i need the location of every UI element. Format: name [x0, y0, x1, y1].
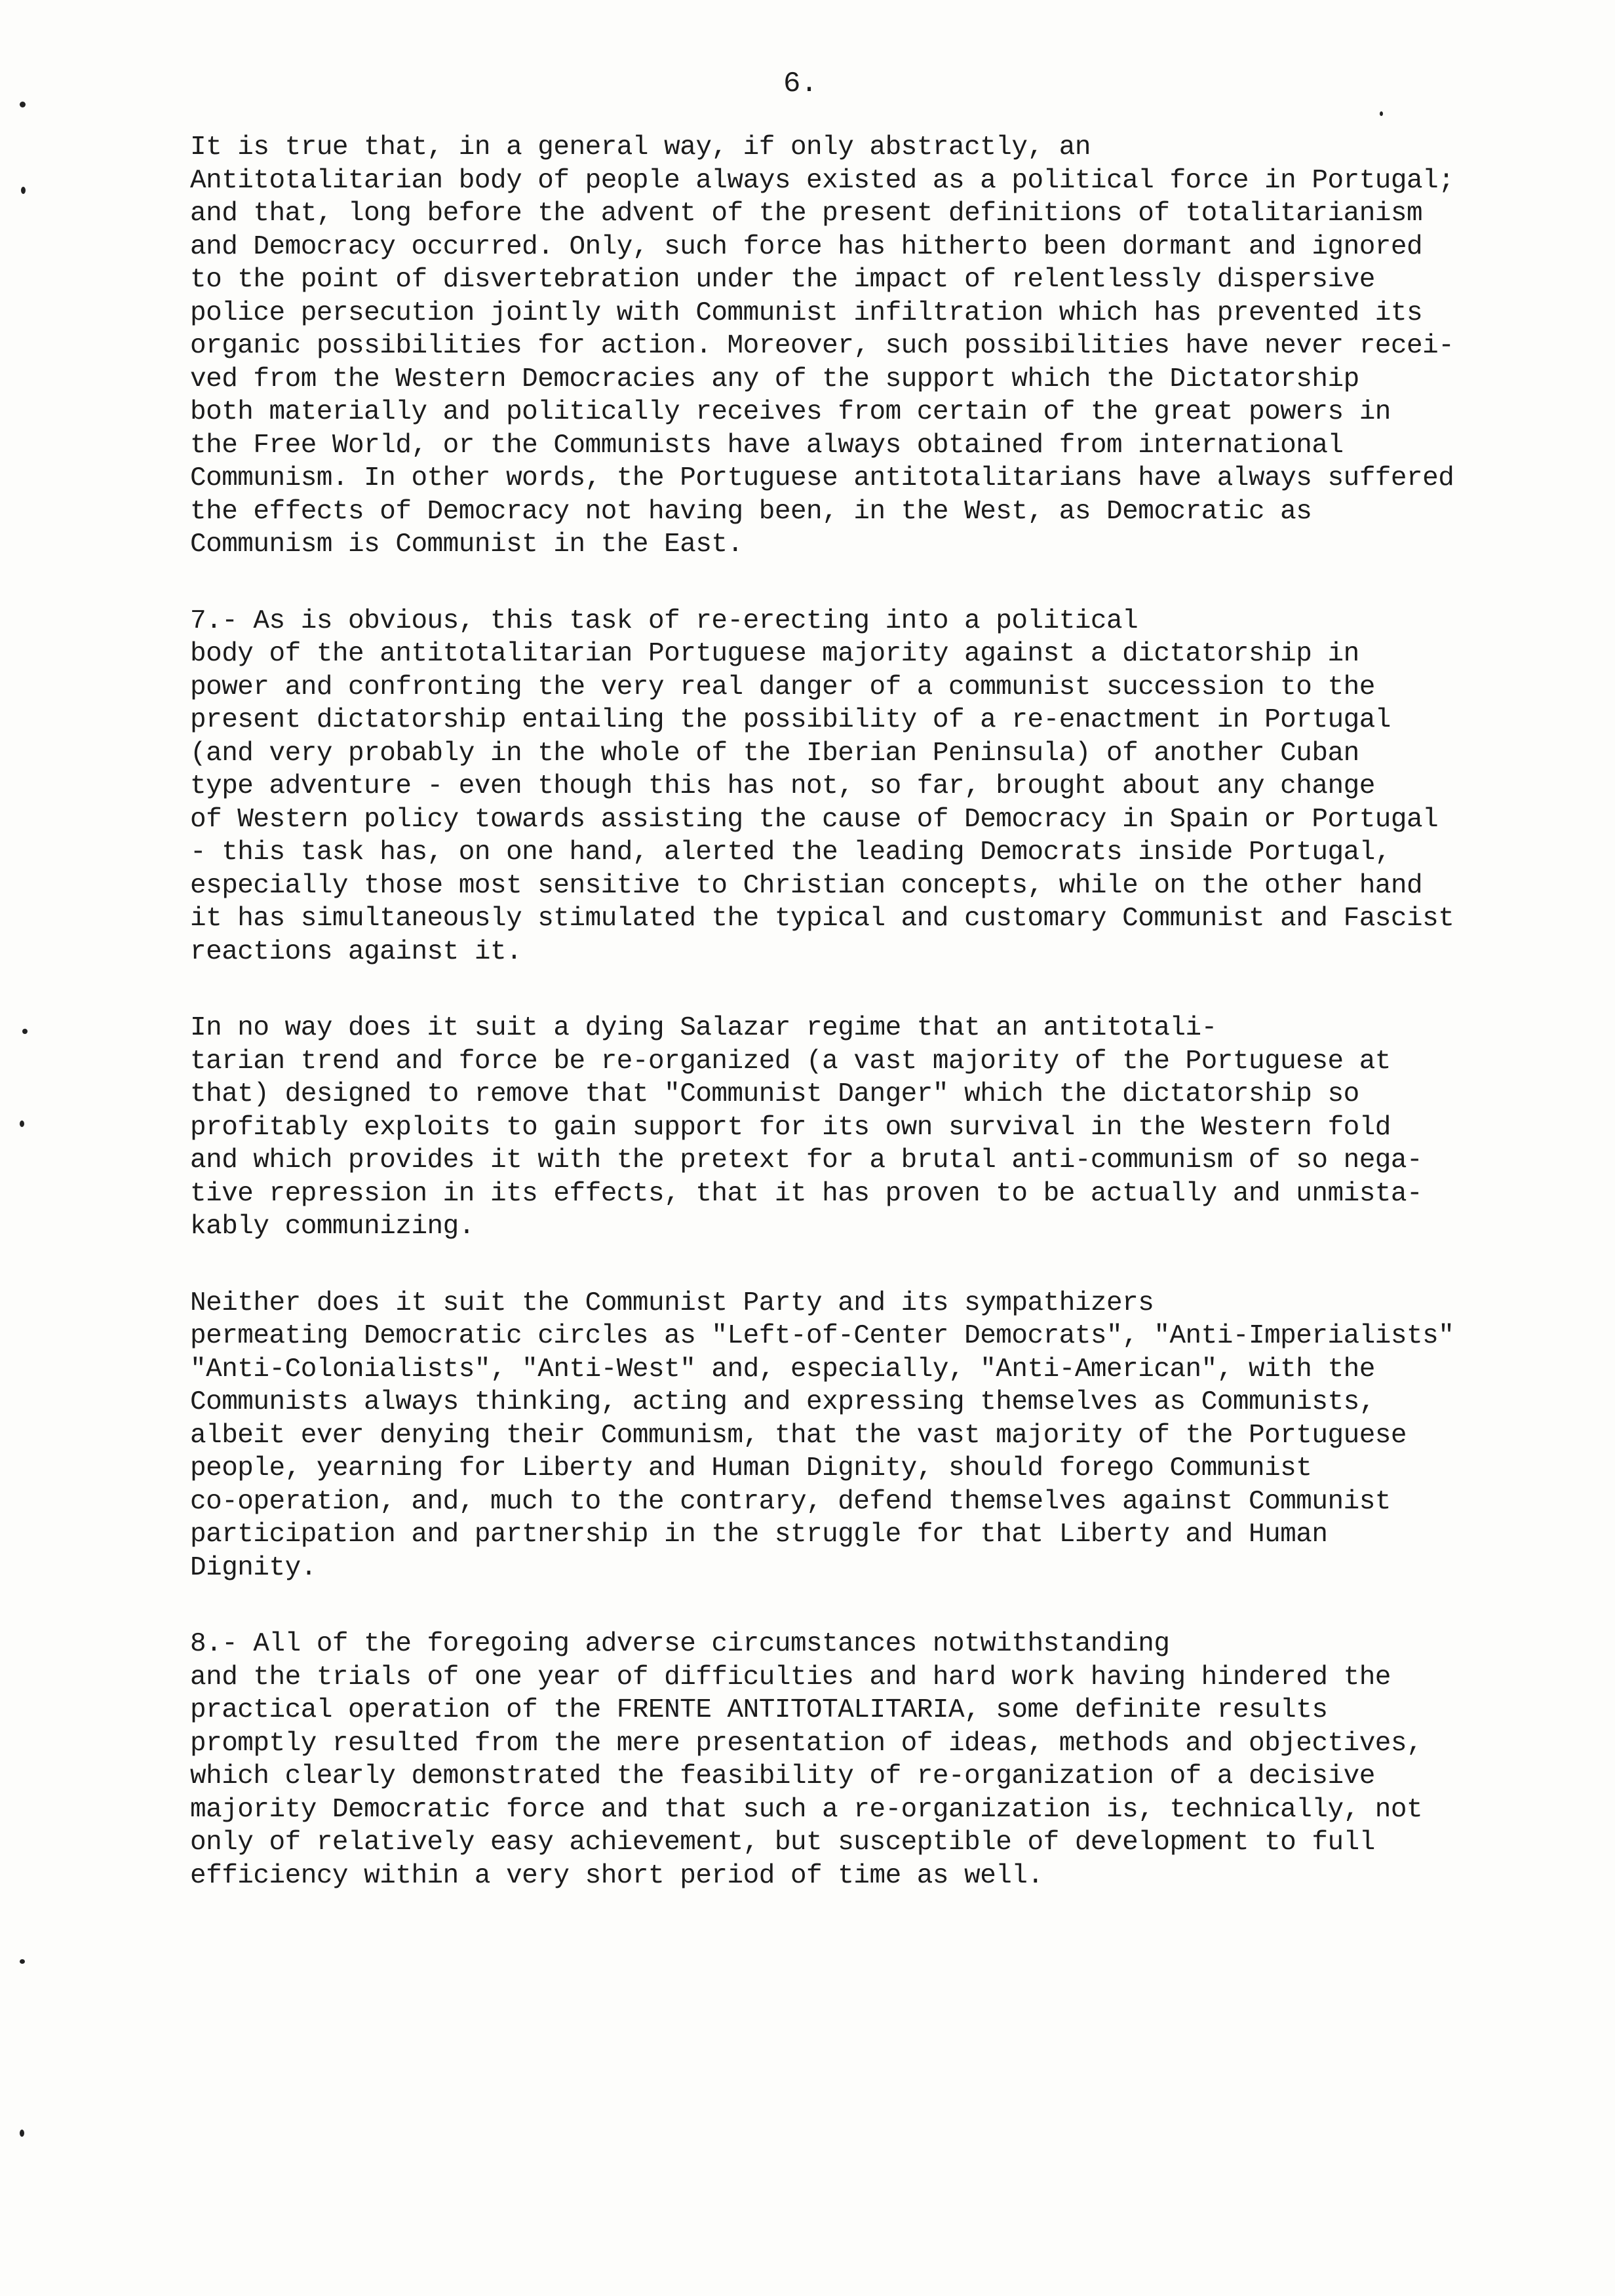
scan-speck	[21, 187, 26, 194]
scan-speck	[1380, 111, 1383, 116]
scan-speck	[20, 102, 26, 107]
scan-speck	[20, 1959, 25, 1964]
scan-speck	[20, 2130, 24, 2137]
scan-speck	[20, 1120, 24, 1127]
page-number: 6.	[783, 67, 818, 100]
document-body	[190, 131, 1521, 1936]
paragraph-8: 8.- All of the foregoing adverse circumstances notwithstanding and the trials of one year of difficulties and hard work having hindered the practical operation of the FRENTE ANTITOTALITARIA, some definite results promptly resulted from the mere presentation of ideas, methods and objectives, which clearly demonstrated the feasibility of re-organization of a decisive majority Democratic force and that such a re-organization is, technically, not only of relatively easy achievement, but susceptible of development to full efficiency within a very short period of time as well.	[190, 1629, 1423, 1891]
paragraph-6-continuation: It is true that, in a general way, if only abstractly, an Antitotalitarian body of people always existed as a political force in Portugal; and that, long before the advent of the present definitions of totalitarianism and Democracy occurred. Only, such force has hitherto been dormant and ignored to the point of disvertebration under the impact of relentlessly dispersive police persecution jointly with Communist infiltration which has prevented its organic possibilities for action. Moreover, such possibilities have never recei- ved from the Western Democracies any of the support which the Dictatorship both materially and politically receives from certain of the great powers in the Free World, or the Communists have always obtained from international Communism. In other words, the Portuguese antitotalitarians have always suffered the effects of Democracy not having been, in the West, as Democratic as Communism is Communist in the East.	[190, 132, 1454, 560]
scan-speck	[22, 1029, 28, 1034]
paragraph-communist-party: Neither does it suit the Communist Party and its sympathizers permeating Democratic circles as "Left-of-Center Democrats", "Anti-Imperialists" "Anti-Colonialists", "Anti-West" and, especially, "Anti-American", with the Communists always thinking, acting and expressing themselves as Communists, albeit ever denying their Communism, that the vast majority of the Portuguese people, yearning for Liberty and Human Dignity, should forego Communist co-operation, and, much to the contrary, defend themselves against Communist participation and partnership in the struggle for that Liberty and Human Dignity.	[190, 1288, 1454, 1583]
paragraph-7: 7.- As is obvious, this task of re-erecting into a political body of the antitotalitarian Portuguese majority against a dictatorship in power and confronting the very real danger of a communist succession to the present dictatorship entailing the possibility of a re-enactment in Portugal (and very probably in the whole of the Iberian Peninsula) of another Cuban type adventure - even though this has not, so far, brought about any change of Western policy towards assisting the cause of Democracy in Spain or Portugal - this task has, on one hand, alerted the leading Democrats inside Portugal, especially those most sensitive to Christian concepts, while on the other hand it has simultaneously stimulated the typical and customary Communist and Fascist reactions against it.	[190, 605, 1454, 967]
paragraph-salazar-regime: In no way does it suit a dying Salazar regime that an antitotali- tarian trend and force be re-organized (a vast majority of the Portuguese at that) designed to remove that "Communist Danger" which the dictatorship so profitably exploits to gain support for its own survival in the Western fold and which provides it with the pretext for a brutal anti-communism of so nega- tive repression in its effects, that it has proven to be actually and unmista- kably communizing.	[190, 1013, 1423, 1242]
